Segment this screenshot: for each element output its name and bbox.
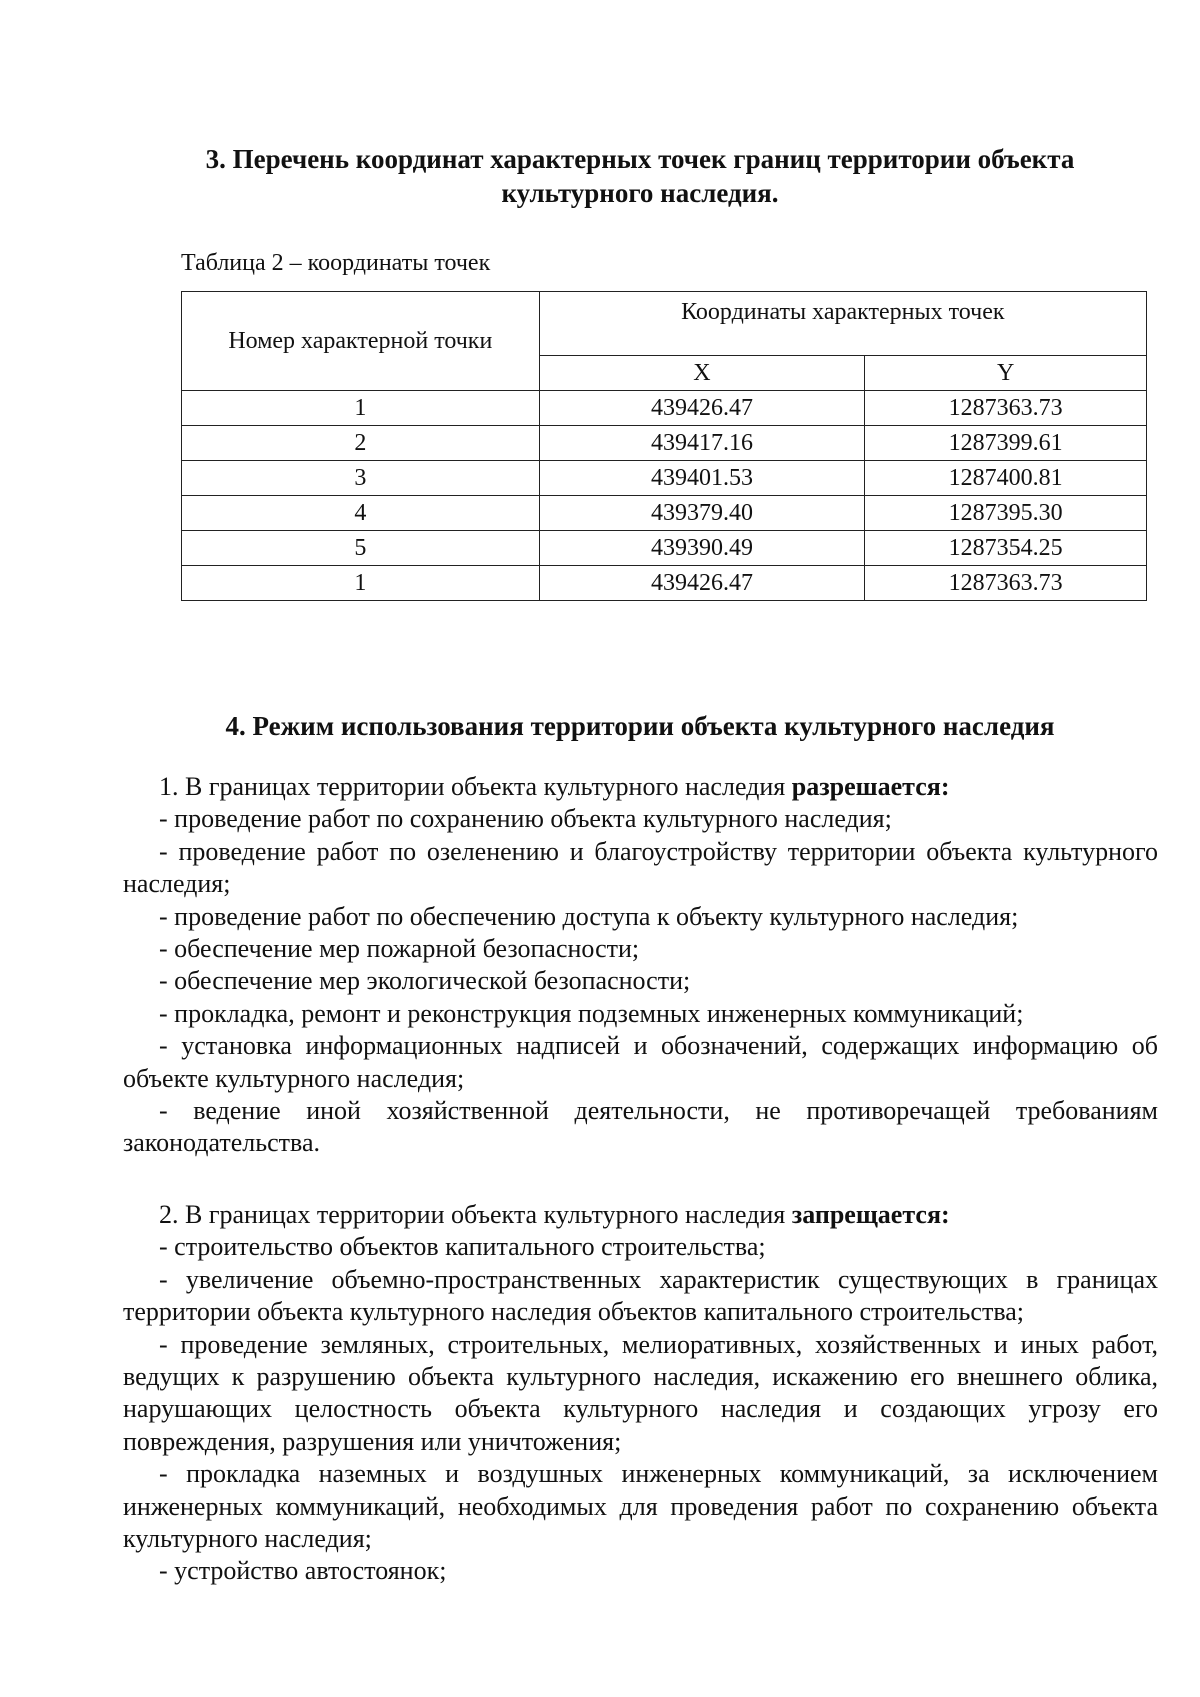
point-number: 3 <box>182 461 540 496</box>
list-item: - устройство автостоянок; <box>159 1556 447 1586</box>
list-item: - прокладка наземных и воздушных инженерных коммуникаций, за исключением инженерных коммуникаций, необходимых для проведения работ по сохранению объекта культурного наследия; <box>123 1459 1158 1554</box>
list-item: - увеличение объемно-пространственных характеристик существующих в границах территории объекта культурного наследия объектов капитального строительства; <box>123 1264 1158 1327</box>
forbidden-keyword: запрещается: <box>791 1200 950 1229</box>
table-row <box>182 461 1147 496</box>
header-point-number: Номер характерной точки <box>182 292 540 391</box>
coord-x: 439417.16 <box>539 426 865 461</box>
forbidden-block <box>123 1199 1158 1588</box>
table-row <box>182 391 1147 426</box>
table-row <box>182 531 1147 566</box>
coord-y: 1287354.25 <box>865 531 1147 566</box>
list-item: - строительство объектов капитального строительства; <box>159 1232 766 1262</box>
section-3-title-line-1: 3. Перечень координат характерных точек границ территории объекта <box>205 144 1075 174</box>
point-number: 1 <box>182 391 540 426</box>
allowed-keyword: разрешается: <box>791 772 950 801</box>
forbidden-intro-text: 2. В границах территории объекта культурного наследия <box>159 1200 792 1229</box>
coord-y: 1287395.30 <box>865 496 1147 531</box>
allowed-block <box>123 771 1158 1160</box>
allowed-intro-text: 1. В границах территории объекта культурного наследия <box>159 772 792 801</box>
list-item: - проведение работ по озеленению и благоустройству территории объекта культурного наследия; <box>123 836 1158 899</box>
header-coordinates: Координаты характерных точек <box>539 292 1146 356</box>
coordinates-table <box>181 291 1147 601</box>
coord-y: 1287363.73 <box>865 566 1147 601</box>
table-row <box>182 566 1147 601</box>
list-item: - прокладка, ремонт и реконструкция подземных инженерных коммуникаций; <box>159 998 1024 1028</box>
list-item: - ведение иной хозяйственной деятельности, не противоречащей требованиям законодательства. <box>123 1096 1158 1158</box>
table-row <box>182 496 1147 531</box>
point-number: 5 <box>182 531 540 566</box>
list-item: - обеспечение мер экологической безопасности; <box>159 966 691 996</box>
coord-y: 1287363.73 <box>865 391 1147 426</box>
point-number: 2 <box>182 426 540 461</box>
header-x: X <box>539 356 865 391</box>
list-item: - проведение работ по сохранению объекта культурного наследия; <box>159 804 892 834</box>
forbidden-intro <box>123 1199 1158 1231</box>
coord-y: 1287399.61 <box>865 426 1147 461</box>
coord-x: 439379.40 <box>539 496 865 531</box>
table-row <box>182 426 1147 461</box>
coord-x: 439426.47 <box>539 566 865 601</box>
coord-y: 1287400.81 <box>865 461 1147 496</box>
section-3-title <box>160 142 1120 210</box>
coord-x: 439390.49 <box>539 531 865 566</box>
header-y: Y <box>865 356 1147 391</box>
point-number: 4 <box>182 496 540 531</box>
coord-x: 439426.47 <box>539 391 865 426</box>
table-caption: Таблица 2 – координаты точек <box>181 250 491 276</box>
allowed-intro <box>123 771 1158 803</box>
list-item: - установка информационных надписей и обозначений, содержащих информацию об объекте культурного наследия; <box>123 1031 1158 1093</box>
section-4-title: 4. Режим использования территории объекта культурного наследия <box>225 711 1055 741</box>
section-3-title-line-2: культурного наследия. <box>501 178 779 208</box>
list-item: - проведение работ по обеспечению доступа к объекту культурного наследия; <box>159 901 1019 931</box>
list-item: - проведение земляных, строительных, мелиоративных, хозяйственных и иных работ, ведущих к разрушению объекта культурного наследия, искажению его внешнего облика, нарушающих целостность объекта культурного наследия и создающих угрозу его повреждения, разрушения или уничтожения; <box>123 1329 1158 1456</box>
list-item: - обеспечение мер пожарной безопасности; <box>159 934 640 964</box>
point-number: 1 <box>182 566 540 601</box>
coord-x: 439401.53 <box>539 461 865 496</box>
